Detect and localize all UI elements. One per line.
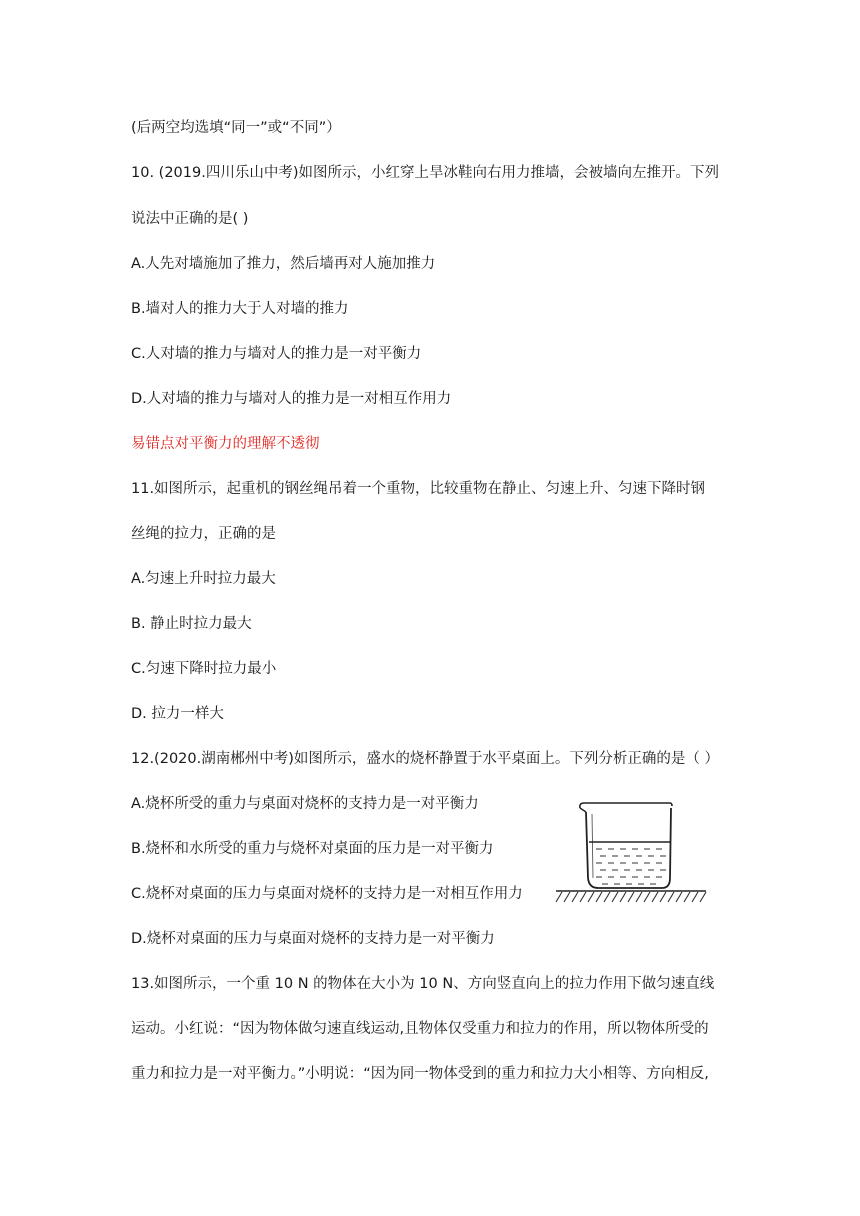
question-11-stem: 11.如图所示，起重机的钢丝绳吊着一个重物，比较重物在静止、匀速上升、匀速下降时钢 (131, 481, 706, 497)
question-11-option-d: D. 拉力一样大 (131, 706, 224, 722)
question-10-option-b: B.墙对人的推力大于人对墙的推力 (131, 301, 349, 317)
question-12-option-a: A.烧杯所受的重力与桌面对烧杯的支持力是一对平衡力 (131, 796, 479, 812)
question-11-option-c: C.匀速下降时拉力最小 (131, 661, 277, 677)
question-10-option-c: C.人对墙的推力与墙对人的推力是一对平衡力 (131, 346, 422, 362)
fill-in-instruction: (后两空均选填“同一”或“不同”） (131, 120, 341, 136)
beaker-on-table-icon (552, 800, 710, 912)
question-11-stem-cont: 丝绳的拉力，正确的是 (131, 526, 276, 542)
question-10-stem-cont: 说法中正确的是( ) (131, 211, 249, 227)
question-13-stem-cont-2: 重力和拉力是一对平衡力。”小明说：“因为同一物体受到的重力和拉力大小相等、方向相反, (131, 1066, 709, 1082)
question-12-option-c: C.烧杯对桌面的压力与桌面对烧杯的支持力是一对相互作用力 (131, 886, 523, 902)
question-12-option-b: B.烧杯和水所受的重力与烧杯对桌面的压力是一对平衡力 (131, 841, 494, 857)
question-12-stem: 12.(2020.湖南郴州中考)如图所示，盛水的烧杯静置于水平桌面上。下列分析正确的是（ ） (131, 751, 719, 767)
question-13-stem: 13.如图所示，一个重 10 N 的物体在大小为 10 N、方向竖直向上的拉力作用下做匀速直线 (131, 976, 715, 992)
question-11-option-b: B. 静止时拉力最大 (131, 616, 252, 632)
question-13-stem-cont-1: 运动。小红说：“因为物体做匀速直线运动,且物体仅受重力和拉力的作用，所以物体所受的 (131, 1021, 709, 1037)
question-12-option-d: D.烧杯对桌面的压力与桌面对烧杯的支持力是一对平衡力 (131, 931, 495, 947)
section-heading-error-prone: 易错点对平衡力的理解不透彻 (131, 436, 320, 452)
question-10-option-a: A.人先对墙施加了推力，然后墙再对人施加推力 (131, 256, 436, 272)
question-11-option-a: A.匀速上升时拉力最大 (131, 571, 276, 587)
question-10-option-d: D.人对墙的推力与墙对人的推力是一对相互作用力 (131, 391, 452, 407)
question-10-stem: 10. (2019.四川乐山中考)如图所示，小红穿上旱冰鞋向右用力推墙，会被墙向左推开。下列 (131, 165, 719, 181)
